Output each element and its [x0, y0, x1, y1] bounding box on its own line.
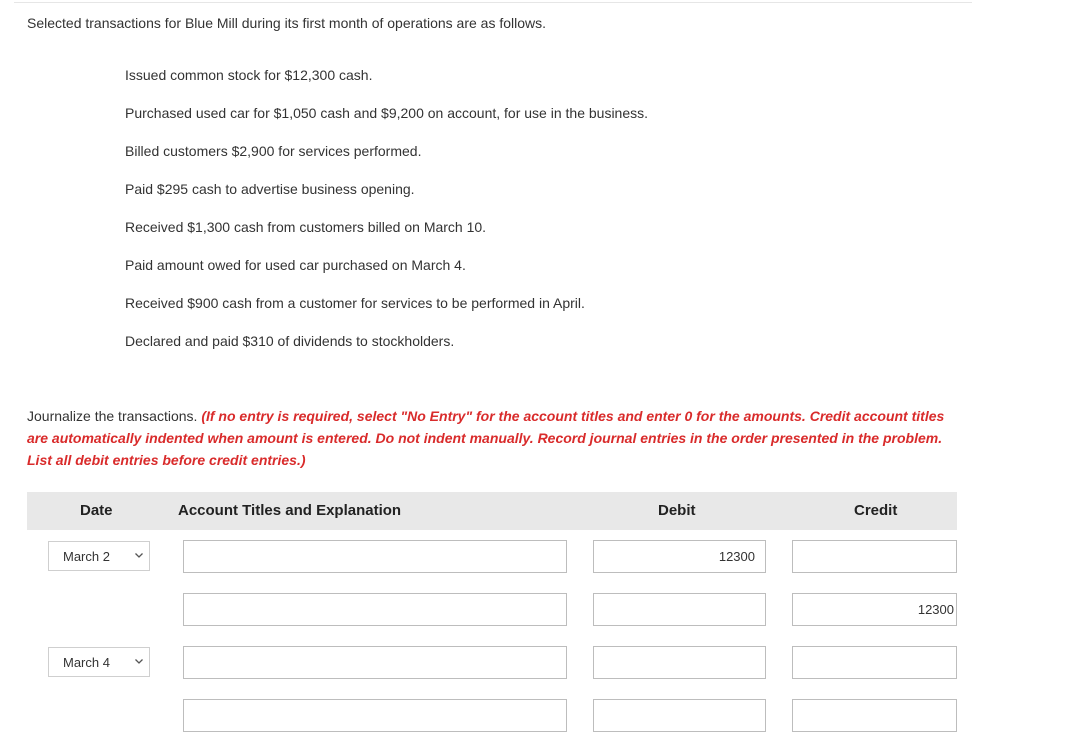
- credit-amount-input[interactable]: [792, 593, 957, 626]
- debit-amount-input[interactable]: [593, 593, 766, 626]
- account-title-input[interactable]: [183, 593, 567, 626]
- chevron-down-icon: [134, 550, 144, 560]
- top-divider: [14, 2, 972, 3]
- debit-amount-input[interactable]: [593, 699, 766, 732]
- transaction-description: Declared and paid $310 of dividends to stockholders.: [125, 333, 455, 349]
- debit-amount-input[interactable]: [593, 646, 766, 679]
- debit-amount-input[interactable]: [593, 540, 766, 573]
- instructions-note: (If no entry is required, select "No Entry" for the account titles and enter 0 for the amounts. Credit account titles are automatically indented when amount is entered. Do not indent manually. Record journal entries in the order presented in the problem. List all debit entries before credit entries.): [27, 408, 945, 468]
- account-title-input[interactable]: [183, 540, 567, 573]
- transaction-description: Billed customers $2,900 for services performed.: [125, 143, 422, 159]
- instructions-lead: Journalize the transactions.: [27, 408, 198, 424]
- credit-amount-input[interactable]: [792, 540, 957, 573]
- intro-text: Selected transactions for Blue Mill during its first month of operations are as follows.: [27, 15, 547, 31]
- transaction-description: Received $900 cash from a customer for services to be performed in April.: [125, 295, 585, 311]
- transaction-description: Paid amount owed for used car purchased on March 4.: [125, 257, 466, 273]
- date-dropdown[interactable]: [48, 647, 150, 677]
- date-dropdown[interactable]: [48, 541, 150, 571]
- credit-amount-input[interactable]: [792, 646, 957, 679]
- instructions: [27, 405, 952, 471]
- account-title-input[interactable]: [183, 699, 567, 732]
- date-dropdown-value: March 2: [63, 548, 110, 564]
- account-title-input[interactable]: [183, 646, 567, 679]
- credit-column-header: Credit: [854, 502, 898, 519]
- chevron-down-icon: [134, 656, 144, 666]
- transaction-description: Paid $295 cash to advertise business opening.: [125, 181, 415, 197]
- account-column-header: Account Titles and Explanation: [178, 502, 402, 519]
- date-dropdown-value: March 4: [63, 654, 110, 670]
- transaction-description: Issued common stock for $12,300 cash.: [125, 67, 373, 83]
- date-column-header: Date: [80, 502, 113, 519]
- transaction-description: Purchased used car for $1,050 cash and $9,200 on account, for use in the business.: [125, 105, 649, 121]
- journal-table-header: [27, 492, 957, 530]
- transaction-description: Received $1,300 cash from customers billed on March 10.: [125, 219, 487, 235]
- credit-amount-input[interactable]: [792, 699, 957, 732]
- debit-column-header: Debit: [658, 502, 696, 519]
